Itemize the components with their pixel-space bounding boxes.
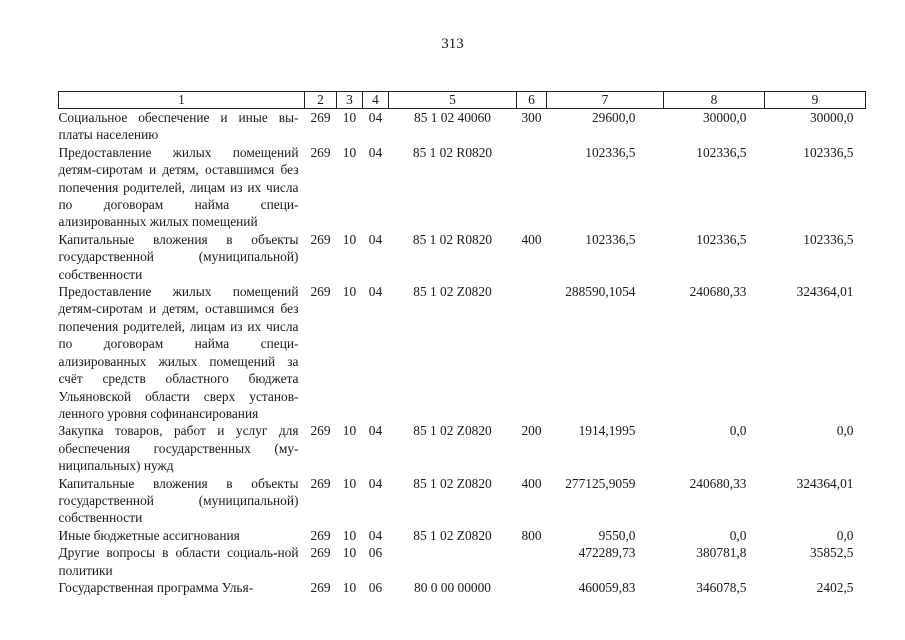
code-4: 04 [368,284,383,300]
code-2: 269 [310,579,331,595]
amount-9: 30000,0 [809,110,854,125]
code-6: 300 [521,110,542,125]
row-description: Другие вопросы в области социаль-ной политики [58,545,299,578]
budget-table [58,91,866,596]
code-3: 10 [342,545,357,561]
code-6: 200 [521,423,542,439]
code-6 [517,144,547,231]
page-number: 313 [441,36,464,52]
code-3: 10 [342,527,357,543]
header-col-6: 6 [517,92,547,109]
table-row [59,109,866,144]
code-4: 04 [368,110,383,125]
code-2: 269 [310,423,331,439]
row-description: Иные бюджетные ассигнования [58,527,240,543]
amount-7: 1914,1995 [578,423,636,439]
table-row [59,283,866,422]
code-5: 85 1 02 R0820 [412,231,493,247]
table-row [59,527,866,544]
code-4: 04 [368,475,383,491]
code-5 [389,544,517,579]
code-6: 400 [521,475,542,491]
code-6 [517,283,547,422]
amount-9: 0,0 [836,527,854,543]
code-4: 04 [368,231,383,247]
code-4: 04 [368,423,383,439]
amount-8: 380781,8 [696,545,747,561]
table-row [59,422,866,474]
code-2: 269 [310,475,331,491]
code-4: 04 [368,527,383,543]
code-2: 269 [310,144,331,160]
amount-8: 0,0 [729,423,747,439]
amount-8: 102336,5 [696,231,747,247]
row-description: Закупка товаров, работ и услуг для обеспечения государственных (му-ниципальных) нужд [58,423,299,474]
amount-8: 30000,0 [702,110,747,125]
header-col-2: 2 [305,92,337,109]
amount-8: 346078,5 [696,579,747,595]
table-row [59,544,866,579]
header-col-7: 7 [547,92,664,109]
code-5: 85 1 02 Z0820 [413,423,492,439]
amount-8: 240680,33 [689,284,747,300]
code-4: 04 [368,144,383,160]
code-6: 400 [521,231,542,247]
amount-9: 2402,5 [816,579,854,595]
row-description: Государственная программа Улья- [58,579,254,595]
amount-7: 472289,73 [578,545,636,561]
code-3: 10 [342,475,357,491]
code-3: 10 [342,423,357,439]
row-description: Капитальные вложения в объекты государственной (муниципальной) собственности [58,231,299,282]
header-col-1: 1 [59,92,305,109]
header-col-5: 5 [389,92,517,109]
amount-7: 29600,0 [591,110,636,125]
amount-7: 277125,9059 [565,475,636,491]
code-3: 10 [342,110,357,125]
header-col-8: 8 [664,92,765,109]
table-row [59,231,866,283]
code-6 [517,544,547,579]
amount-9: 324364,01 [796,475,854,491]
code-5: 85 1 02 Z0820 [413,527,492,543]
row-description: Предоставление жилых помещений детям-сиротам и детям, оставшимся без попечения родителей, лицам из их числа по договорам найма специ-ализированных жилых помещений [58,144,299,230]
code-6 [517,579,547,596]
code-3: 10 [342,284,357,300]
code-6: 800 [521,527,542,543]
table-row [59,144,866,231]
code-3: 10 [342,144,357,160]
code-2: 269 [310,231,331,247]
amount-7: 102336,5 [585,144,636,160]
table-row [59,475,866,527]
header-col-9: 9 [765,92,866,109]
header-col-4: 4 [363,92,389,109]
code-2: 269 [310,545,331,561]
code-3: 10 [342,231,357,247]
amount-7: 102336,5 [585,231,636,247]
code-5: 85 1 02 Z0820 [413,475,492,491]
amount-7: 9550,0 [598,527,636,543]
amount-9: 0,0 [836,423,854,439]
header-row [59,92,866,109]
amount-9: 35852,5 [809,545,854,561]
amount-9: 324364,01 [796,284,854,300]
code-2: 269 [310,284,331,300]
header-col-3: 3 [337,92,363,109]
row-description: Социальное обеспечение и иные вы-платы населению [58,110,299,143]
code-5: 85 1 02 40060 [414,110,491,125]
row-description: Предоставление жилых помещений детям-сиротам и детям, оставшимся без попечения родителей, лицам из их числа по договорам найма специ-ализированных жилых помещений за счёт средств областного бюджета Ульяновской области сверх установ-ленного уровня софинансирования [58,284,299,421]
code-4: 06 [368,545,383,561]
code-5: 80 0 00 00000 [414,579,491,595]
code-3: 10 [342,579,357,595]
amount-8: 240680,33 [689,475,747,491]
code-5: 85 1 02 Z0820 [413,284,492,300]
code-4: 06 [368,579,383,595]
code-2: 269 [310,110,331,125]
amount-7: 288590,1054 [565,284,636,300]
code-5: 85 1 02 R0820 [412,144,493,160]
amount-9: 102336,5 [803,144,854,160]
code-2: 269 [310,527,331,543]
row-description: Капитальные вложения в объекты государственной (муниципальной) собственности [58,475,299,526]
table-row [59,579,866,596]
amount-8: 102336,5 [696,144,747,160]
amount-9: 102336,5 [803,231,854,247]
amount-8: 0,0 [729,527,747,543]
amount-7: 460059,83 [578,579,636,595]
